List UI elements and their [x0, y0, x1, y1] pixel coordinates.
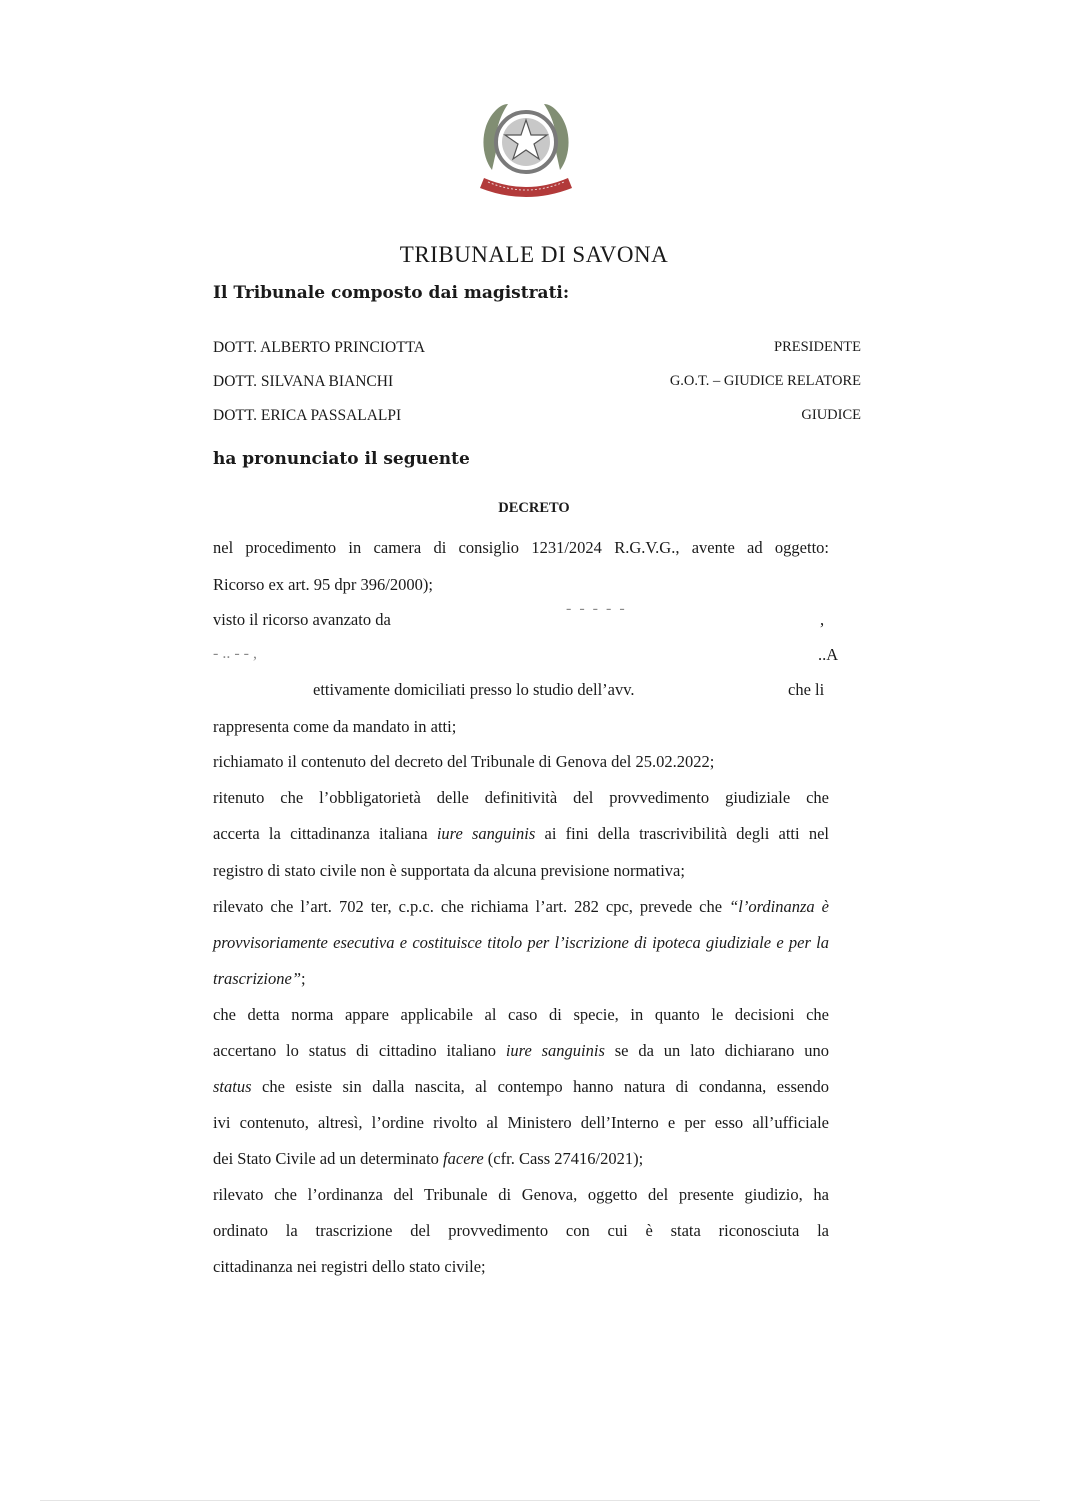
text-line: accertano lo status di cittadino italiano iure sanguinis se da un lato dichiarano uno [213, 1041, 829, 1060]
judge-role: G.O.T. – GIUDICE RELATORE [669, 373, 861, 389]
text-line: rilevato che l’art. 702 ter, c.p.c. che richiama l’art. 282 cpc, prevede che “l’ordinanza è [213, 897, 829, 916]
text-line: registro di stato civile non è supportata da alcuna previsione normativa; [213, 861, 685, 880]
text-fragment: ..A [818, 645, 839, 664]
court-title: TRIBUNALE DI SAVONA [399, 242, 669, 267]
judge-row-2 [213, 373, 861, 397]
text-line: Ricorso ex art. 95 dpr 396/2000); [213, 575, 433, 594]
text-line: provvisoriamente esecutiva e costituisce titolo per l’iscrizione di ipoteca giudiziale e per la [213, 933, 829, 952]
text-line: status che esiste sin dalla nascita, al contempo hanno natura di condanna, essendo [213, 1077, 829, 1096]
text-fragment: , [820, 610, 825, 629]
text-fragment: che li [788, 680, 825, 699]
text-line: accerta la cittadinanza italiana iure sanguinis ai fini della trascrivibilità degli atti nel [213, 824, 829, 843]
text-line: ivi contenuto, altresì, l’ordine rivolto al Ministero dell’Interno e per esso all’ufficiale [213, 1113, 829, 1132]
judge-role: GIUDICE [801, 407, 861, 423]
text-line: nel procedimento in camera di consiglio 1231/2024 R.G.V.G., avente ad oggetto: [213, 538, 829, 557]
decreto-title: DECRETO [498, 500, 570, 516]
text-line: trascrizione”; [213, 969, 306, 988]
text-line: che detta norma appare applicabile al caso di specie, in quanto le decisioni che [213, 1005, 829, 1024]
text-line: dei Stato Civile ad un determinato facere (cfr. Cass 27416/2021); [213, 1149, 644, 1168]
text-line: richiamato il contenuto del decreto del Tribunale di Genova del 25.02.2022; [213, 752, 715, 771]
judge-row-1 [213, 339, 861, 363]
judge-name: DOTT. ERICA PASSALALPI [213, 407, 402, 424]
scan-edge-line [40, 1500, 1040, 1501]
text-line: cittadinanza nei registri dello stato civile; [213, 1257, 486, 1276]
judge-name: DOTT. SILVANA BIANCHI [213, 373, 394, 390]
text-line: visto il ricorso avanzato da [213, 610, 391, 629]
judge-row-3 [213, 407, 861, 431]
text-line: rilevato che l’ordinanza del Tribunale di Genova, oggetto del presente giudizio, ha [213, 1185, 829, 1204]
judge-role: PRESIDENTE [774, 339, 861, 355]
text-line: rappresenta come da mandato in atti; [213, 717, 457, 736]
text-line: ettivamente domiciliati presso lo studio dell’avv. [313, 680, 635, 699]
italian-republic-emblem-icon [474, 92, 578, 206]
composition-heading: Il Tribunale composto dai magistrati: [213, 283, 570, 303]
text-line: ordinato la trascrizione del provvedimento con cui è stata riconosciuta la [213, 1221, 829, 1240]
judge-name: DOTT. ALBERTO PRINCIOTTA [213, 339, 426, 356]
text-line: ritenuto che l’obbligatorietà delle definitività del provvedimento giudiziale che [213, 788, 829, 807]
redaction-trace: - .. - - , [213, 645, 257, 662]
pronounced-line: ha pronunciato il seguente [213, 449, 470, 469]
redaction-trace: - - - - - [566, 600, 627, 617]
